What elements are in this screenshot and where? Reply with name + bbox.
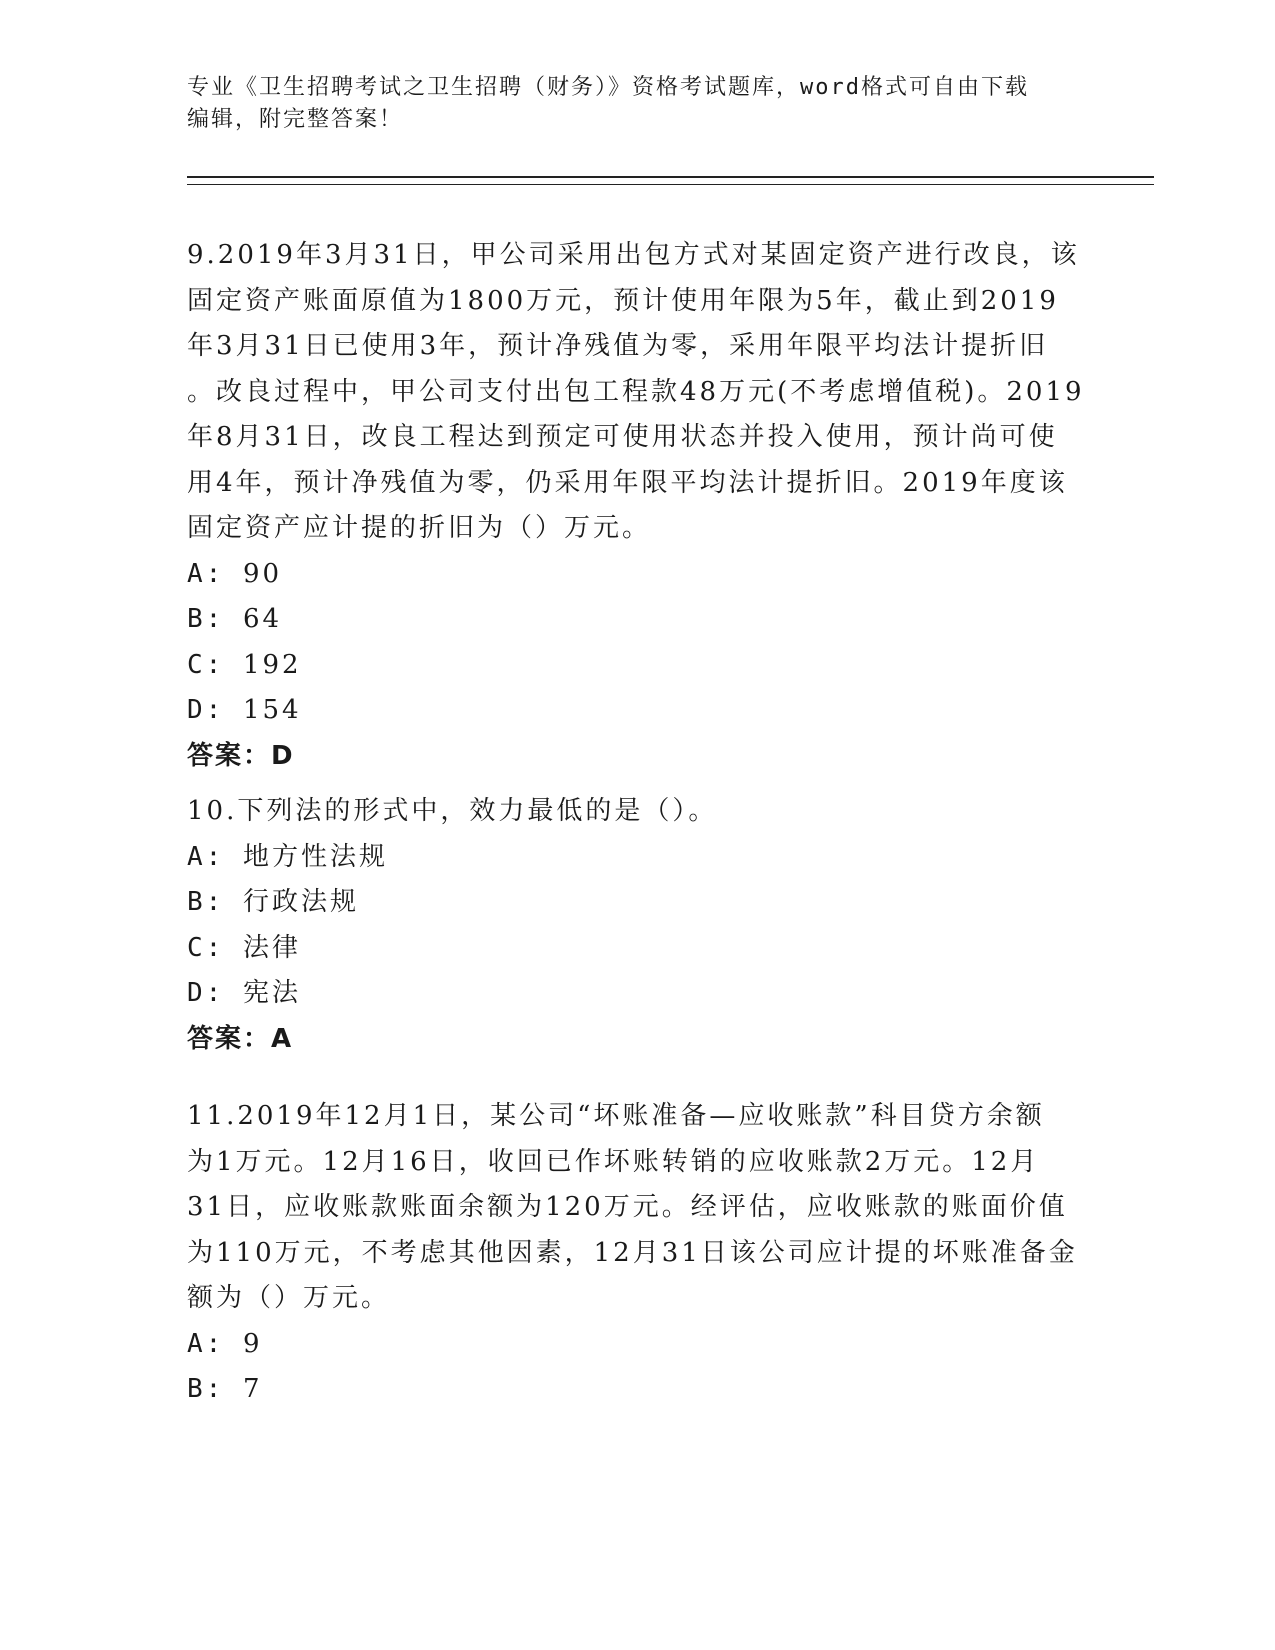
option-a [187,1322,1087,1368]
stem-line: 固定资产应计提的折旧为（）万元。 [187,513,652,543]
option-b [187,880,1087,926]
option-a [187,835,1087,881]
option-letter: D: [187,978,225,1008]
stem-line: 9.2019年3月31日，甲公司采用出包方式对某固定资产进行改良，该 [187,240,1080,270]
option-b [187,597,1087,643]
option-d [187,688,1087,734]
stem-line: 为1万元。12月16日，收回已作坏账转销的应收账款2万元。12月 [187,1146,1040,1177]
question-11 [187,1094,1087,1413]
option-text: 9 [242,1328,263,1359]
stem-line: 31日，应收账款账面余额为120万元。经评估，应收账款的账面价值 [187,1192,1068,1222]
option-c [187,643,1087,689]
option-letter: B: [187,604,225,634]
option-text: 地方性法规 [242,841,388,872]
stem-line: 固定资产账面原值为1800万元，预计使用年限为5年，截止到2019 [187,285,1059,316]
option-text: 7 [242,1374,263,1404]
stem-line: 。改良过程中，甲公司支付出包工程款48万元(不考虑增值税)。2019 [187,376,1085,407]
option-d [187,971,1087,1017]
option-letter: C: [187,932,225,963]
header-line-2: 编辑，附完整答案！ [187,107,404,132]
header-divider [187,176,1154,185]
option-text: 154 [242,695,302,725]
question-9 [187,233,1087,779]
option-text: 90 [242,558,283,589]
question-stem [187,233,1087,552]
question-stem [187,789,1087,835]
option-letter: C: [187,649,225,680]
option-text: 宪法 [242,978,301,1008]
option-c [187,926,1087,972]
option-text: 64 [242,604,283,634]
document-header [187,72,1087,136]
stem-line: 用4年，预计净残值为零，仍采用年限平均法计提折旧。2019年度该 [187,467,1068,498]
question-10 [187,789,1087,1062]
option-text: 192 [242,649,302,680]
header-line-1: 专业《卫生招聘考试之卫生招聘（财务）》资格考试题库，word格式可自由下载 [187,75,1029,100]
stem-line: 年8月31日，改良工程达到预定可使用状态并投入使用，预计尚可使 [187,422,1058,452]
option-b [187,1367,1087,1413]
option-text: 法律 [242,932,301,963]
option-letter: A: [187,1328,225,1359]
option-letter: D: [187,695,225,725]
answer-line: 答案：A [187,1023,294,1054]
stem-line: 10.下列法的形式中，效力最低的是（）。 [187,796,718,826]
question-stem [187,1094,1087,1322]
stem-line: 为110万元，不考虑其他因素，12月31日该公司应计提的坏账准备金 [187,1237,1078,1268]
stem-line: 11.2019年12月1日，某公司“坏账准备—应收账款”科目贷方余额 [187,1101,1045,1131]
answer-line: 答案：D [187,740,295,771]
option-letter: A: [187,841,225,872]
option-a [187,552,1087,598]
option-letter: B: [187,887,225,917]
stem-line: 额为（）万元。 [187,1283,391,1313]
stem-line: 年3月31日已使用3年，预计净残值为零，采用年限平均法计提折旧 [187,331,1049,361]
option-letter: A: [187,558,225,589]
option-text: 行政法规 [242,887,359,917]
option-letter: B: [187,1374,225,1404]
